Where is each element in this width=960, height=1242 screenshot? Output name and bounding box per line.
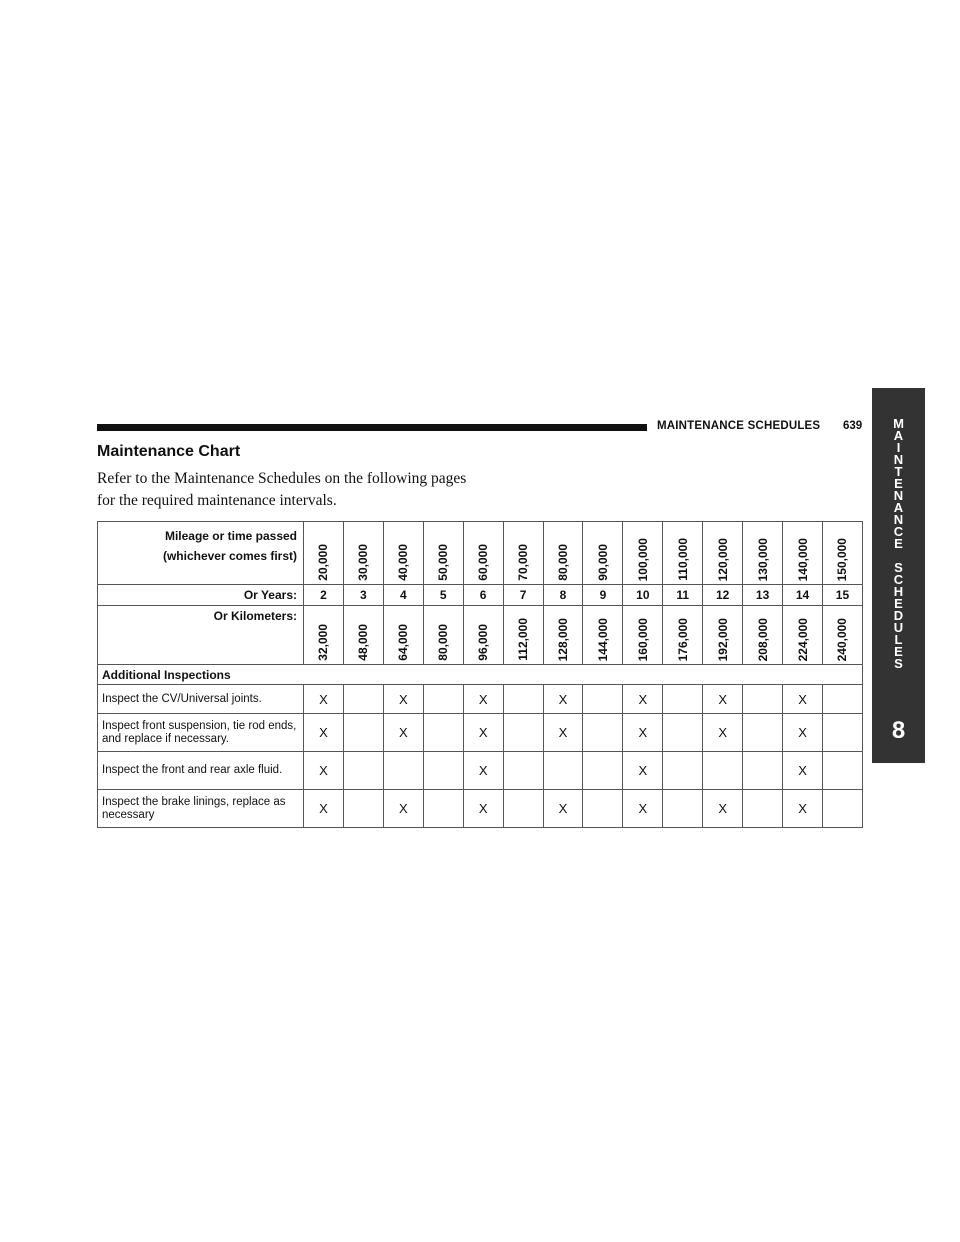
chapter-tab-letter: H (893, 584, 904, 599)
mileage-label-line1: Mileage or time passed (164, 529, 297, 543)
table-row (98, 790, 863, 828)
kilometers-value: 48,000 (356, 624, 371, 661)
mileage-cell (383, 522, 423, 585)
interval-mark (663, 752, 703, 790)
interval-mark (383, 752, 423, 790)
interval-mark: X (304, 752, 344, 790)
interval-mark: X (463, 790, 503, 828)
mileage-cell (623, 522, 663, 585)
chapter-side-tab[interactable] (872, 388, 925, 763)
mileage-value: 90,000 (595, 544, 610, 581)
kilometers-value: 208,000 (755, 617, 770, 661)
kilometers-cell (383, 606, 423, 665)
chapter-tab-letter: S (894, 560, 903, 575)
interval-mark: X (783, 790, 823, 828)
chapter-tab-letter: E (894, 536, 903, 551)
kilometers-cell (623, 606, 663, 665)
interval-mark: X (543, 714, 583, 752)
kilometers-cell (783, 606, 823, 665)
mileage-value: 100,000 (635, 537, 650, 581)
interval-mark: X (304, 685, 344, 714)
chapter-tab-letter: I (896, 440, 901, 455)
chapter-tab-letter: A (893, 500, 904, 515)
interval-mark (343, 685, 383, 714)
kilometers-value: 112,000 (516, 618, 531, 661)
interval-mark: X (383, 714, 423, 752)
chapter-number: 8 (891, 717, 906, 744)
interval-mark (423, 752, 463, 790)
kilometers-cell (463, 606, 503, 665)
chapter-tab-letter: N (893, 452, 904, 467)
years-cell: 11 (663, 585, 703, 606)
interval-mark (583, 752, 623, 790)
kilometers-cell (503, 606, 543, 665)
years-cell: 9 (583, 585, 623, 606)
task-label: Inspect the brake linings, replace as necessary (98, 790, 304, 828)
years-cell: 6 (463, 585, 503, 606)
kilometers-cell (822, 606, 862, 665)
interval-mark (423, 790, 463, 828)
interval-mark (423, 685, 463, 714)
task-label: Inspect front suspension, tie rod ends, and replace if necessary. (98, 714, 304, 752)
chapter-tab-letter: C (893, 524, 904, 539)
mileage-cell (543, 522, 583, 585)
years-cell: 5 (423, 585, 463, 606)
years-row (98, 585, 863, 606)
chapter-tab-letter: C (893, 572, 904, 587)
interval-mark: X (543, 790, 583, 828)
chapter-tab-letter: L (894, 632, 903, 647)
mileage-cell (423, 522, 463, 585)
interval-mark: X (463, 752, 503, 790)
chapter-tab-letter: E (894, 596, 903, 611)
years-cell: 10 (623, 585, 663, 606)
kilometers-value: 160,000 (635, 617, 650, 661)
table-row (98, 685, 863, 714)
interval-mark: X (703, 685, 743, 714)
interval-mark: X (623, 752, 663, 790)
interval-mark (343, 790, 383, 828)
mileage-value: 50,000 (436, 544, 451, 581)
interval-mark (343, 752, 383, 790)
years-cell: 14 (783, 585, 823, 606)
years-cell: 15 (822, 585, 862, 606)
table-row (98, 714, 863, 752)
mileage-value: 140,000 (795, 537, 810, 581)
interval-mark: X (623, 790, 663, 828)
mileage-value: 150,000 (835, 537, 850, 581)
years-label: Or Years: (98, 585, 304, 606)
kilometers-cell (543, 606, 583, 665)
mileage-value: 30,000 (356, 544, 371, 581)
mileage-label (98, 522, 304, 585)
mileage-value: 120,000 (715, 537, 730, 581)
task-label: Inspect the front and rear axle fluid. (98, 752, 304, 790)
kilometers-cell (304, 606, 344, 665)
chapter-tab-letter: S (894, 656, 903, 671)
interval-mark (743, 714, 783, 752)
years-cell: 8 (543, 585, 583, 606)
interval-mark (663, 790, 703, 828)
interval-mark (503, 752, 543, 790)
mileage-cell (743, 522, 783, 585)
mileage-cell (343, 522, 383, 585)
mileage-label-line2: (whichever comes first) (162, 549, 297, 563)
kilometers-value: 176,000 (675, 617, 690, 661)
kilometers-label: Or Kilometers: (98, 606, 304, 665)
mileage-value: 60,000 (476, 544, 491, 581)
kilometers-value: 80,000 (436, 624, 451, 661)
interval-mark (503, 714, 543, 752)
interval-mark (743, 790, 783, 828)
mileage-value: 20,000 (316, 544, 331, 581)
mileage-cell (583, 522, 623, 585)
interval-mark (743, 752, 783, 790)
interval-mark (423, 714, 463, 752)
interval-mark (583, 714, 623, 752)
years-cell: 7 (503, 585, 543, 606)
interval-mark (663, 685, 703, 714)
kilometers-cell (343, 606, 383, 665)
interval-mark: X (383, 790, 423, 828)
interval-mark: X (783, 714, 823, 752)
interval-mark: X (304, 790, 344, 828)
years-cell: 2 (304, 585, 344, 606)
interval-mark (822, 714, 862, 752)
interval-mark (503, 685, 543, 714)
mileage-value: 40,000 (396, 544, 411, 581)
interval-mark: X (703, 790, 743, 828)
table-row (98, 752, 863, 790)
chapter-tab-letter: A (893, 428, 904, 443)
years-cell: 3 (343, 585, 383, 606)
additional-inspections-row (98, 665, 863, 685)
kilometers-value: 224,000 (795, 617, 810, 661)
kilometers-cell (743, 606, 783, 665)
mileage-cell (703, 522, 743, 585)
interval-mark: X (463, 685, 503, 714)
kilometers-value: 128,000 (555, 617, 570, 661)
interval-mark: X (703, 714, 743, 752)
kilometers-value: 32,000 (316, 624, 331, 661)
interval-mark: X (783, 752, 823, 790)
kilometers-cell (703, 606, 743, 665)
kilometers-cell (423, 606, 463, 665)
chapter-tab-letter: D (893, 608, 904, 623)
mileage-cell (822, 522, 862, 585)
kilometers-cell (583, 606, 623, 665)
interval-mark: X (304, 714, 344, 752)
years-cell: 13 (743, 585, 783, 606)
interval-mark (503, 790, 543, 828)
kilometers-cell (663, 606, 703, 665)
mileage-cell (304, 522, 344, 585)
kilometers-value: 144,000 (595, 617, 610, 661)
interval-mark (703, 752, 743, 790)
interval-mark (583, 685, 623, 714)
chapter-tab-letter: T (894, 464, 903, 479)
interval-mark: X (543, 685, 583, 714)
chapter-tab-letter: E (894, 644, 903, 659)
chapter-tab-letter: U (893, 620, 904, 635)
years-cell: 12 (703, 585, 743, 606)
chapter-tab-letters (872, 418, 925, 670)
header-rule (97, 424, 647, 431)
kilometers-value: 240,000 (835, 617, 850, 661)
additional-inspections-label: Additional Inspections (98, 665, 863, 685)
mileage-value: 70,000 (516, 544, 531, 581)
intro-paragraph: Refer to the Maintenance Schedules on the following pages for the required maintenance intervals. (97, 470, 467, 509)
mileage-value: 130,000 (755, 537, 770, 581)
section-title: Maintenance Chart (97, 443, 241, 460)
mileage-cell (663, 522, 703, 585)
task-label: Inspect the CV/Universal joints. (98, 685, 304, 714)
interval-mark (743, 685, 783, 714)
mileage-value: 110,000 (675, 538, 690, 581)
chapter-tab-letter: N (893, 488, 904, 503)
kilometers-value: 64,000 (396, 624, 411, 661)
interval-mark (583, 790, 623, 828)
chapter-tab-letter: M (893, 416, 904, 431)
interval-mark: X (383, 685, 423, 714)
mileage-value: 80,000 (555, 544, 570, 581)
interval-mark (822, 685, 862, 714)
interval-mark (663, 714, 703, 752)
mileage-header-row (98, 522, 863, 585)
kilometers-value: 192,000 (715, 617, 730, 661)
mileage-cell (503, 522, 543, 585)
interval-mark: X (623, 685, 663, 714)
interval-mark: X (783, 685, 823, 714)
kilometers-row (98, 606, 863, 665)
years-cell: 4 (383, 585, 423, 606)
mileage-cell (783, 522, 823, 585)
interval-mark (822, 790, 862, 828)
interval-mark: X (463, 714, 503, 752)
interval-mark: X (623, 714, 663, 752)
running-header-title: MAINTENANCE SCHEDULES (657, 420, 821, 432)
chapter-tab-letter: E (894, 476, 903, 491)
interval-mark (543, 752, 583, 790)
interval-mark (822, 752, 862, 790)
kilometers-value: 96,000 (476, 624, 491, 661)
chapter-tab-letter: N (893, 512, 904, 527)
interval-mark (343, 714, 383, 752)
page-number: 639 (843, 420, 863, 432)
mileage-cell (463, 522, 503, 585)
maintenance-chart-table (97, 521, 863, 828)
